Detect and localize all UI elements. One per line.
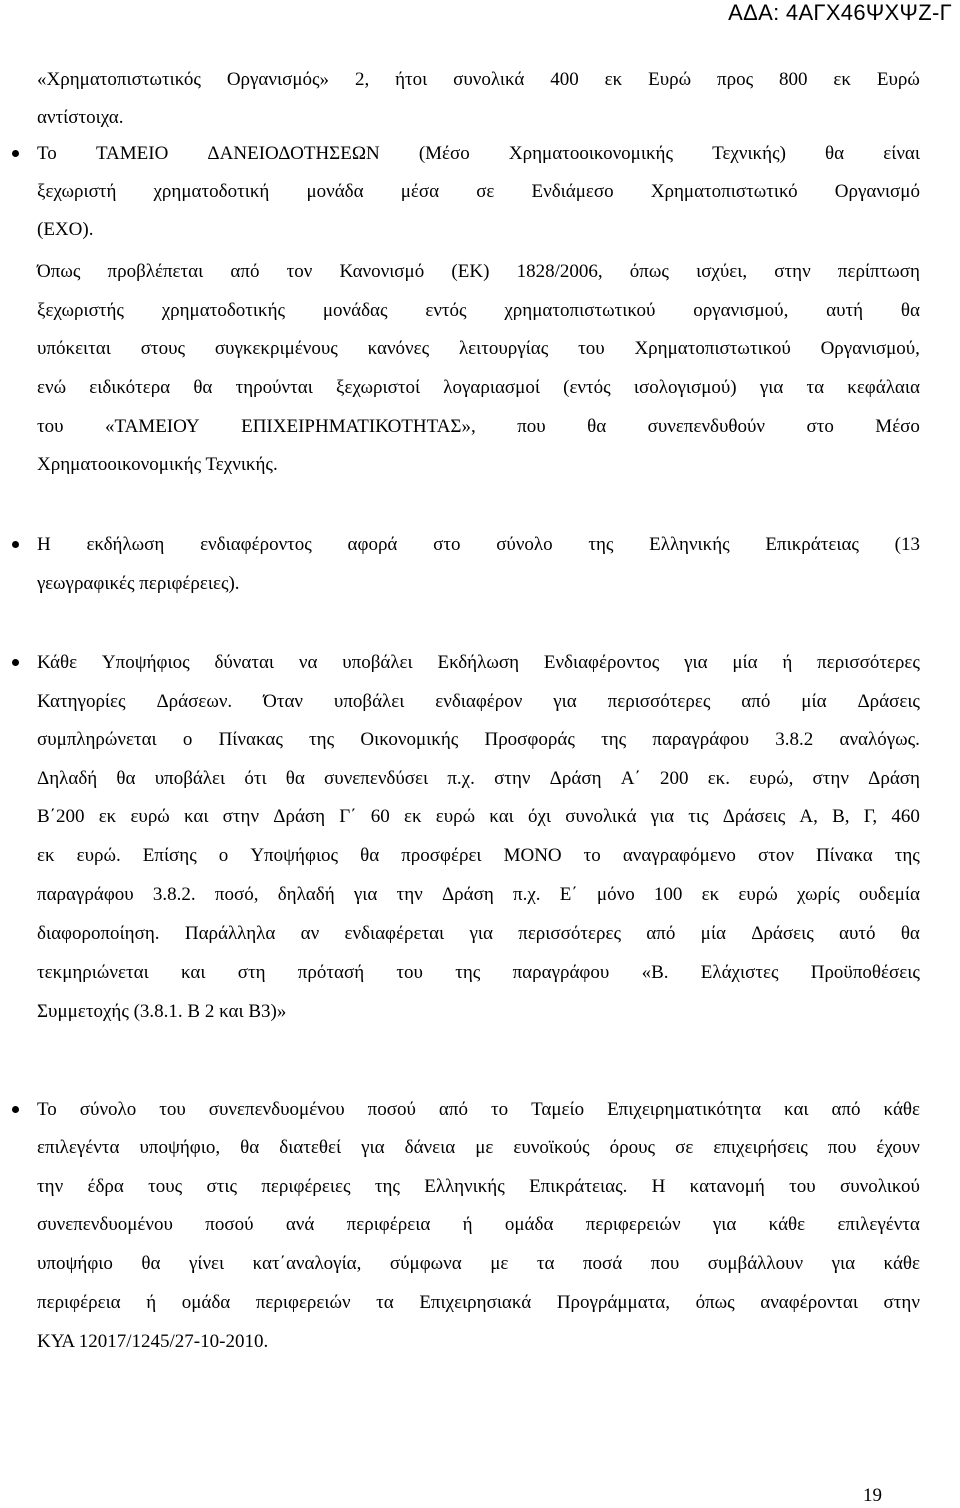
text-line: ξεχωριστής χρηματοδοτικής μονάδας εντός χρηματοπιστωτικού οργανισμού, αυτή θα [37,300,920,321]
text-line: (ΕΧΟ). [37,219,94,240]
text-line: ΚΥΑ 12017/1245/27-10-2010. [37,1331,269,1352]
text-line: την έδρα τους στις περιφέρειες της Ελληνικής Επικράτειας. Η κατανομή του συνολικού [37,1176,920,1197]
text-line: «Χρηματοπιστωτικός Οργανισμός» 2, ήτοι συνολικά 400 εκ Ευρώ προς 800 εκ Ευρώ [37,69,920,90]
text-line: γεωγραφικές περιφέρειες). [37,573,240,594]
text-line: περιφέρεια ή ομάδα περιφερειών τα Επιχειρησιακά Προγράμματα, όπως αναφέρονται στην [37,1292,920,1313]
text-line: Συμμετοχής (3.8.1. Β 2 και Β3)» [37,1001,287,1022]
text-line: επιλεγέντα υποψήφιο, θα διατεθεί για δάνεια με ευνοϊκούς όρους σε επιχειρήσεις που έχουν [37,1137,920,1158]
text-line: εκ ευρώ. Επίσης ο Υποψήφιος θα προσφέρει ΜΟΝΟ το αναγραφόμενο στον Πίνακα της [37,845,920,866]
text-line: συνεπενδυομένου ποσού ανά περιφέρεια ή ομάδα περιφερειών για κάθε επιλεγέντα [37,1214,920,1235]
text-line: Το σύνολο του συνεπενδυομένου ποσού από το Ταμείο Επιχειρηματικότητα και από κάθε [37,1099,920,1120]
text-line: Β΄200 εκ ευρώ και στην Δράση Γ΄ 60 εκ ευρώ και όχι συνολικά για τις Δράσεις Α, Β, Γ, 460 [37,806,920,827]
bullet-icon [12,541,19,548]
ada-header: ΑΔΑ: 4ΑΓΧ46ΨΧΨΖ-Γ [728,0,952,25]
text-line: του «ΤΑΜΕΙΟΥ ΕΠΙΧΕΙΡΗΜΑΤΙΚΟΤΗΤΑΣ», που θα συνεπενδυθούν στο Μέσο [37,416,920,437]
text-line: Όπως προβλέπεται από τον Κανονισμό (ΕΚ) 1828/2006, όπως ισχύει, στην περίπτωση [37,261,920,282]
bullet-icon [12,150,19,157]
text-line: τεκμηριώνεται και στη πρότασή του της παραγράφου «Β. Ελάχιστες Προϋποθέσεις [37,962,920,983]
page-number: 19 [863,1485,882,1506]
text-line: Η εκδήλωση ενδιαφέροντος αφορά στο σύνολο της Ελληνικής Επικράτειας (13 [37,534,920,555]
text-line: υπόκειται στους συγκεκριμένους κανόνες λειτουργίας του Χρηματοπιστωτικού Οργανισμού, [37,338,920,359]
text-line: υποψήφιο θα γίνει κατ΄αναλογία, σύμφωνα με τα ποσά που συμβάλλουν για κάθε [37,1253,920,1274]
text-line: διαφοροποίηση. Παράλληλα αν ενδιαφέρεται για περισσότερες από μία Δράσεις αυτό θα [37,923,920,944]
text-line: ξεχωριστή χρηματοδοτική μονάδα μέσα σε Ενδιάμεσο Χρηματοπιστωτικό Οργανισμό [37,181,920,202]
text-line: αντίστοιχα. [37,107,124,128]
bullet-icon [12,1106,19,1113]
text-line: ενώ ειδικότερα θα τηρούνται ξεχωριστοί λογαριασμοί (εντός ισολογισμού) για τα κεφάλαια [37,377,920,398]
text-line: Δηλαδή θα υποβάλει ότι θα συνεπενδύσει π.χ. στην Δράση Α΄ 200 εκ. ευρώ, στην Δράση [37,768,920,789]
text-line: Κατηγορίες Δράσεων. Όταν υποβάλει ενδιαφέρον για περισσότερες από μία Δράσεις [37,691,920,712]
text-line: Το ΤΑΜΕΙΟ ΔΑΝΕΙΟΔΟΤΗΣΕΩΝ (Μέσο Χρηματοοικονομικής Τεχνικής) θα είναι [37,143,920,164]
text-line: Κάθε Υποψήφιος δύναται να υποβάλει Εκδήλωση Ενδιαφέροντος για μία ή περισσότερες [37,652,920,673]
text-line: παραγράφου 3.8.2. ποσό, δηλαδή για την Δράση π.χ. Ε΄ μόνο 100 εκ ευρώ χωρίς ουδεμία [37,884,920,905]
bullet-icon [12,659,19,666]
text-line: συμπληρώνεται ο Πίνακας της Οικονομικής Προσφοράς της παραγράφου 3.8.2 αναλόγως. [37,729,920,750]
text-line: Χρηματοοικονομικής Τεχνικής. [37,454,278,475]
